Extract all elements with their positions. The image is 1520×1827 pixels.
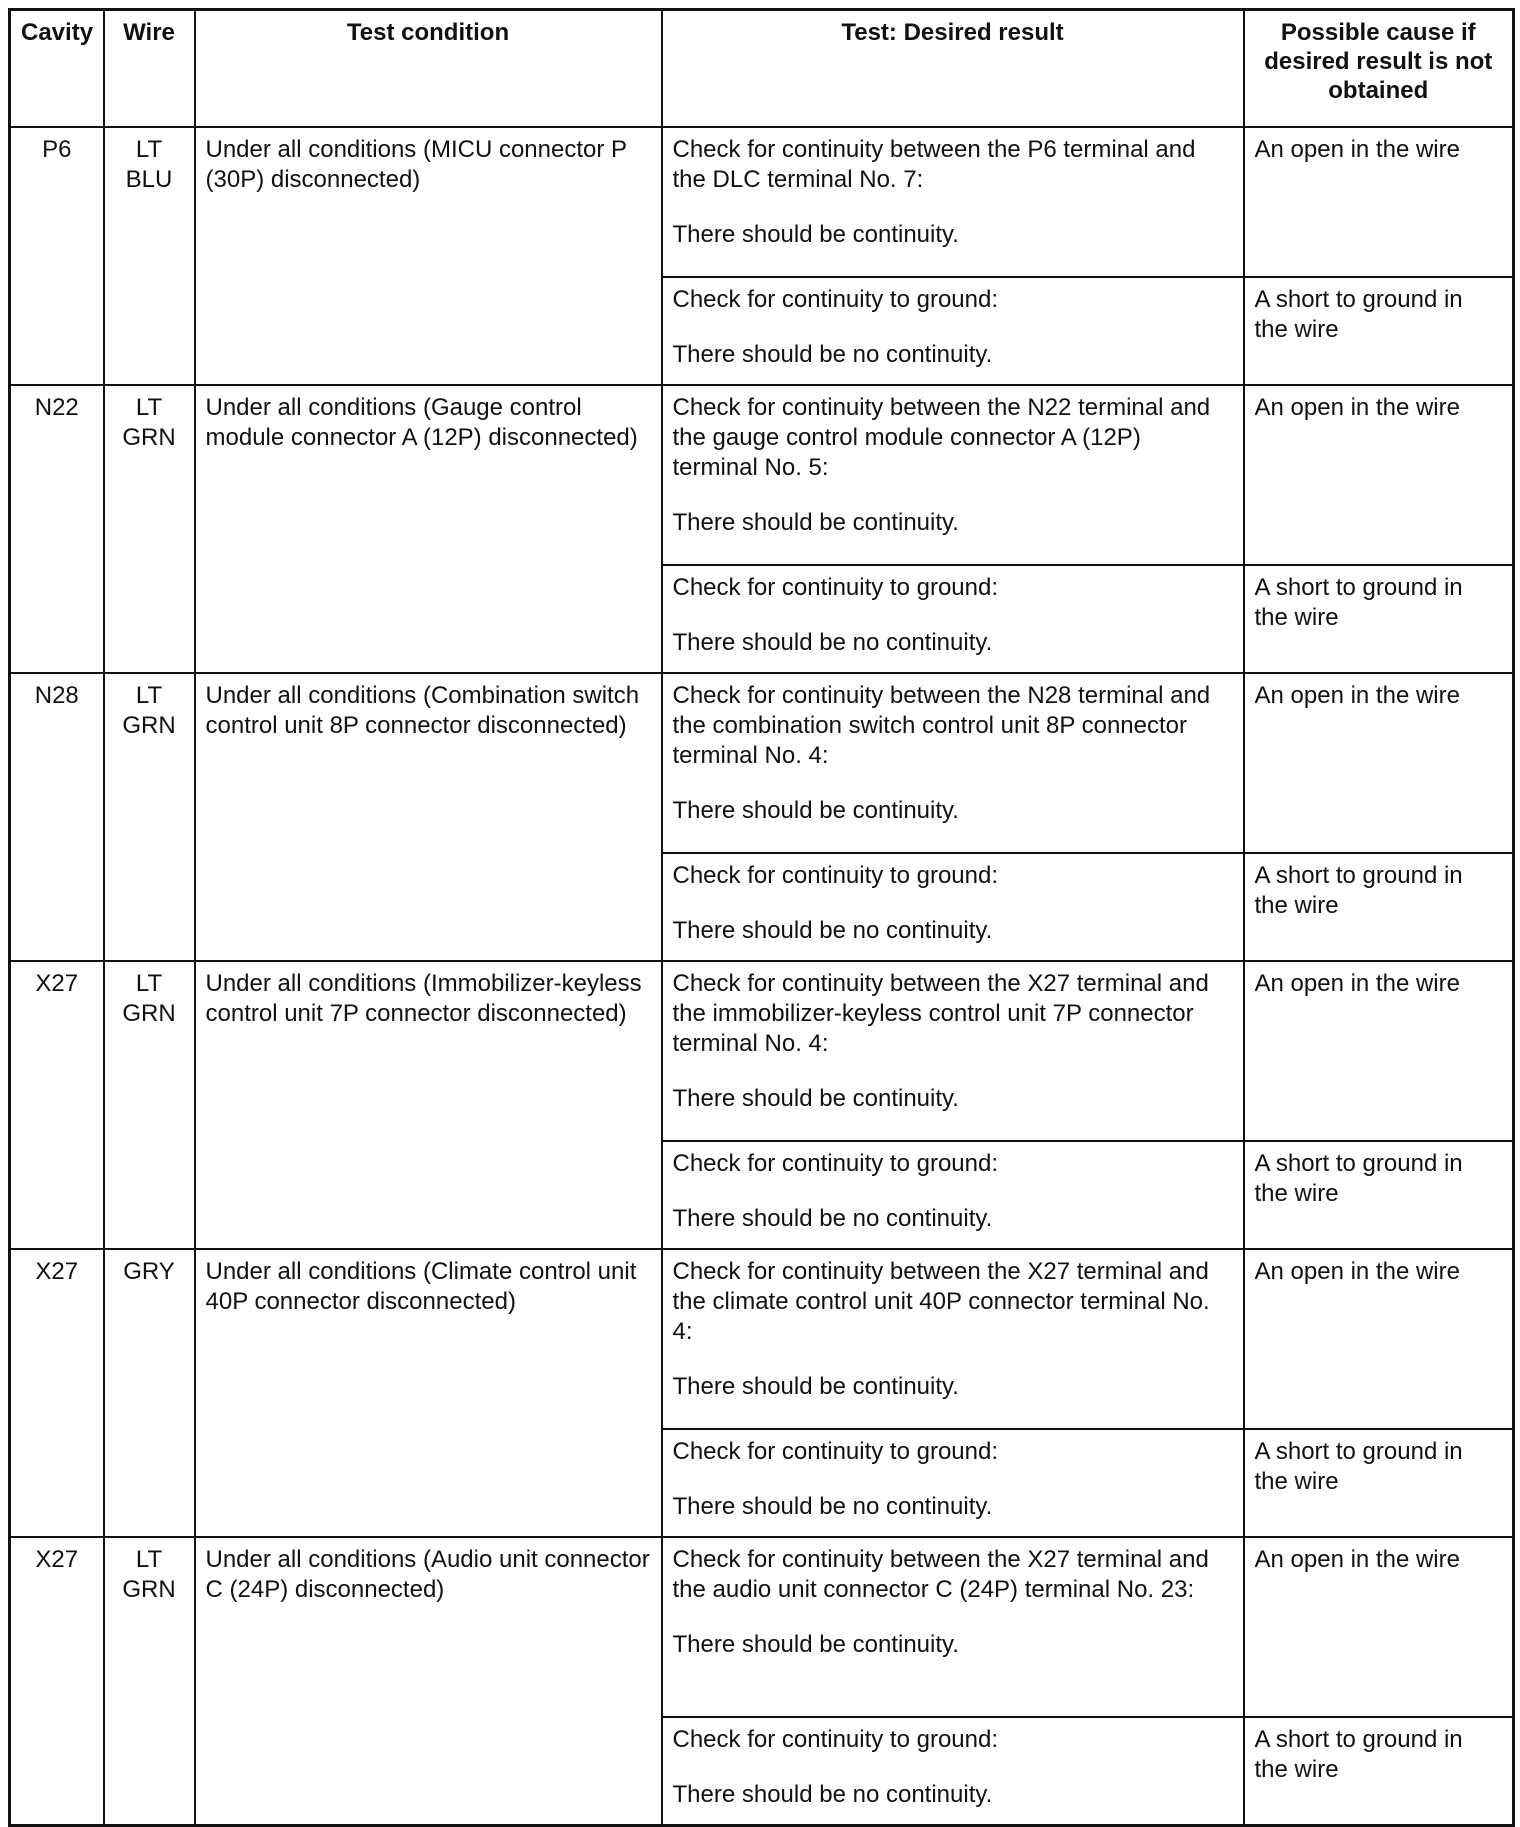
expected-result: There should be continuity. — [672, 1631, 959, 1658]
wire-cell — [104, 385, 195, 673]
table-row — [10, 961, 1514, 1141]
test-instruction: Check for continuity between the P6 terminal and the DLC terminal No. 7: — [672, 136, 1196, 193]
possible-cause-cell: A short to ground in the wire — [1244, 1717, 1514, 1826]
possible-cause-cell: An open in the wire — [1244, 961, 1514, 1141]
header-cavity: Cavity — [10, 10, 104, 128]
possible-cause-cell: An open in the wire — [1244, 673, 1514, 853]
cavity-cell: N28 — [10, 673, 104, 961]
table-row — [10, 1537, 1514, 1717]
test-condition-cell: Under all conditions (MICU connector P (30P) disconnected) — [195, 127, 662, 385]
wire-color-line: GRN — [122, 1576, 176, 1603]
wire-color-line: GRY — [123, 1258, 175, 1285]
table-row — [10, 673, 1514, 853]
cavity-cell: N22 — [10, 385, 104, 673]
wire-color-line: LT — [135, 1546, 163, 1573]
test-condition-cell: Under all conditions (Audio unit connector C (24P) disconnected) — [195, 1537, 662, 1826]
wire-color-line: GRN — [122, 424, 176, 451]
desired-result-cell — [662, 673, 1244, 853]
test-instruction: Check for continuity to ground: — [672, 1438, 999, 1465]
table-row — [10, 1249, 1514, 1429]
header-row — [10, 10, 1514, 128]
expected-result: There should be continuity. — [672, 1085, 959, 1112]
cavity-cell: X27 — [10, 961, 104, 1249]
desired-result-cell — [662, 385, 1244, 565]
desired-result-cell — [662, 961, 1244, 1141]
expected-result: There should be no continuity. — [672, 1781, 993, 1808]
possible-cause-cell: An open in the wire — [1244, 1537, 1514, 1717]
desired-result-cell — [662, 1249, 1244, 1429]
test-instruction: Check for continuity between the N28 terminal and the combination switch control unit 8P connector terminal No. 4: — [672, 682, 1211, 769]
test-condition-cell: Under all conditions (Immobilizer-keyless control unit 7P connector disconnected) — [195, 961, 662, 1249]
possible-cause-cell: An open in the wire — [1244, 1249, 1514, 1429]
wire-cell — [104, 673, 195, 961]
desired-result-cell — [662, 853, 1244, 961]
wire-color-line: LT — [135, 394, 163, 421]
possible-cause-cell: A short to ground in the wire — [1244, 1141, 1514, 1249]
test-instruction: Check for continuity between the X27 terminal and the immobilizer-keyless control unit 7P connector terminal No. 4: — [672, 970, 1209, 1057]
cavity-cell: P6 — [10, 127, 104, 385]
possible-cause-cell: An open in the wire — [1244, 385, 1514, 565]
test-instruction: Check for continuity to ground: — [672, 286, 999, 313]
possible-cause-cell: A short to ground in the wire — [1244, 853, 1514, 961]
test-instruction: Check for continuity between the X27 terminal and the climate control unit 40P connector terminal No. 4: — [672, 1258, 1210, 1345]
wire-cell — [104, 961, 195, 1249]
desired-result-cell — [662, 127, 1244, 277]
test-condition-cell: Under all conditions (Gauge control module connector A (12P) disconnected) — [195, 385, 662, 673]
possible-cause-cell: A short to ground in the wire — [1244, 565, 1514, 673]
expected-result: There should be no continuity. — [672, 629, 993, 656]
circuit-test-table — [8, 8, 1515, 1827]
expected-result: There should be no continuity. — [672, 1205, 993, 1232]
expected-result: There should be continuity. — [672, 221, 959, 248]
possible-cause-cell: An open in the wire — [1244, 127, 1514, 277]
wire-cell — [104, 1249, 195, 1537]
expected-result: There should be no continuity. — [672, 917, 993, 944]
header-test-condition: Test condition — [195, 10, 662, 128]
test-instruction: Check for continuity to ground: — [672, 1150, 999, 1177]
wire-cell — [104, 127, 195, 385]
test-instruction: Check for continuity between the X27 terminal and the audio unit connector C (24P) terminal No. 23: — [672, 1546, 1209, 1603]
header-desired-result: Test: Desired result — [662, 10, 1244, 128]
test-instruction: Check for continuity to ground: — [672, 862, 999, 889]
header-possible-cause: Possible cause if desired result is not obtained — [1244, 10, 1514, 128]
desired-result-cell — [662, 1537, 1244, 1717]
test-instruction: Check for continuity to ground: — [672, 1726, 999, 1753]
wire-color-line: LT — [135, 682, 163, 709]
possible-cause-cell: A short to ground in the wire — [1244, 277, 1514, 385]
possible-cause-cell: A short to ground in the wire — [1244, 1429, 1514, 1537]
wire-color-line: LT — [135, 970, 163, 997]
desired-result-cell — [662, 1141, 1244, 1249]
expected-result: There should be no continuity. — [672, 1493, 993, 1520]
header-wire: Wire — [104, 10, 195, 128]
wire-color-line: BLU — [125, 166, 173, 193]
test-condition-cell: Under all conditions (Combination switch control unit 8P connector disconnected) — [195, 673, 662, 961]
desired-result-cell — [662, 277, 1244, 385]
desired-result-cell — [662, 565, 1244, 673]
test-instruction: Check for continuity between the N22 terminal and the gauge control module connector A (12P) terminal No. 5: — [672, 394, 1211, 481]
wire-cell — [104, 1537, 195, 1826]
expected-result: There should be continuity. — [672, 1373, 959, 1400]
expected-result: There should be no continuity. — [672, 341, 993, 368]
cavity-cell: X27 — [10, 1249, 104, 1537]
test-condition-cell: Under all conditions (Climate control unit 40P connector disconnected) — [195, 1249, 662, 1537]
wire-color-line: LT — [135, 136, 163, 163]
wire-color-line: GRN — [122, 1000, 176, 1027]
expected-result: There should be continuity. — [672, 509, 959, 536]
desired-result-cell — [662, 1429, 1244, 1537]
cavity-cell: X27 — [10, 1537, 104, 1826]
table-row — [10, 385, 1514, 565]
desired-result-cell — [662, 1717, 1244, 1826]
wire-color-line: GRN — [122, 712, 176, 739]
expected-result: There should be continuity. — [672, 797, 959, 824]
test-instruction: Check for continuity to ground: — [672, 574, 999, 601]
table-body — [10, 127, 1514, 1826]
table-row — [10, 127, 1514, 277]
